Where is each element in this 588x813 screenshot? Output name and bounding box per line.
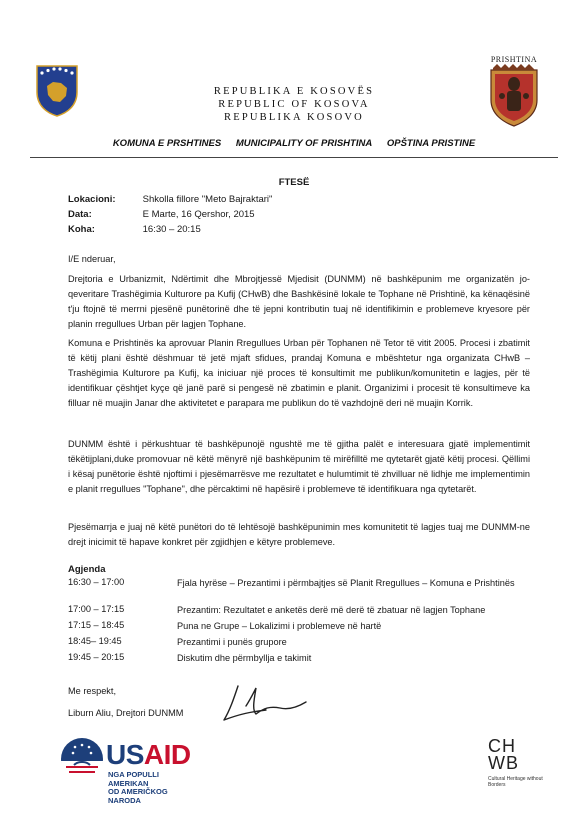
meta-date-key: Data: [68, 209, 92, 220]
usaid-logo [60, 737, 191, 805]
closing-line: Me respekt, [68, 686, 116, 696]
meta-date-value: E Marte, 16 Qershor, 2015 [142, 209, 255, 220]
agenda-item-4: Prezantimi i punës grupore [177, 637, 287, 647]
usaid-seal-icon [60, 737, 104, 781]
agenda-item-5: Diskutim dhe përmbyllja e takimit [177, 653, 312, 663]
meta-time [68, 224, 201, 235]
municipality-sq: KOMUNA E PRSHTINES [112, 138, 222, 149]
agenda-title: Agjenda [68, 564, 106, 575]
agenda-item-2: Prezantim: Rezultatet e anketës derë më derë të zbatuar në lagjen Tophane [177, 605, 486, 615]
agenda-time-5: 19:45 – 20:15 [68, 652, 125, 662]
agenda-time-4: 18:45– 19:45 [68, 636, 122, 646]
header-divider [30, 157, 558, 158]
municipality-en: MUNICIPALITY OF PRISHTINA [235, 138, 373, 149]
municipality-line [0, 138, 588, 149]
agenda-item-1: Fjala hyrëse – Prezantimi i përmbajtjes së Planit Rregullues – Komuna e Prishtinës [177, 578, 515, 588]
header-republic-en: REPUBLIC OF KOSOVA [218, 99, 370, 110]
chwb-subtitle: Cultural Heritage without Borders [488, 776, 543, 788]
paragraph-3: DUNMM është i përkushtuar të bashkëpunojë ngushtë me të gjitha palët e interesuara gjatë implementimit tëkëtijplani,duke promovuar në këtë mënyrë një bashkëpunim të mirëfilltë me qytetarët gjatë këtij procesi. Qëllimi i kësaj punëtorie është njoftimi i pjesëmarrësve me rezultatet e hulumtimit të zhvilluar në lidhje me implementimin e planit rregullues "Tophane", dhe përcaktimi në hapësirë i problemeve të identifikuara nga qytetarët. [68, 439, 530, 494]
agenda-time-2: 17:00 – 17:15 [68, 604, 125, 614]
chwb-logo [484, 738, 554, 798]
usaid-sub-line-1: NGA POPULLI AMERIKAN [108, 770, 159, 788]
agenda-time-1: 16:30 – 17:00 [68, 577, 125, 587]
meta-location-value: Shkolla fillore "Meto Bajraktari" [142, 194, 273, 205]
header-republic-sq: REPUBLIKA E KOSOVËS [213, 86, 375, 97]
chwb-wordmark: CH WB [488, 736, 519, 773]
signatory: Liburn Aliu, Drejtori DUNMM [68, 708, 184, 718]
meta-location [68, 194, 272, 205]
agenda-item-3: Puna ne Grupe – Lokalizimi i problemeve në hartë [177, 621, 382, 631]
handwritten-signature [210, 682, 310, 724]
municipality-sr: OPŠTINA PRISTINE [386, 138, 476, 149]
agenda-time-3: 17:15 – 18:45 [68, 620, 125, 630]
meta-date [68, 209, 255, 220]
meta-time-key: Koha: [68, 224, 95, 235]
paragraph-4: Pjesëmarrja e juaj në këtë punëtori do të lehtësojë bashkëpunimin mes komunitetit të lagjes tuaj me DUNMM-ne drejt inicimit të hapave konkret për zgjidhjen e këtyre problemeve. [68, 522, 530, 547]
paragraph-1: Drejtoria e Urbanizmit, Ndërtimit dhe Mbrojtjessë Mjedisit (DUNMM) në bashkëpunim me organizatën jo-qeveritare Trashëgimia Kulturore pa Kufij (CHwB) dhe Bashkësinë lokale te Tophane në Prishtinë, ka kënaqësinë t'ju ftojnë të merrni pjesënë punëtorinë dhe të jepni kontributin tuaj në identifikimin e problemeve kryesore për planin rregullues Urban për lagjen Tophane. [68, 274, 530, 329]
meta-location-key: Lokacioni: [68, 194, 116, 205]
prishtina-emblem-label: PRISHTINA [490, 55, 538, 64]
usaid-wordmark: USAID [106, 739, 191, 770]
meta-time-value: 16:30 – 20:15 [142, 224, 201, 235]
usaid-wordmark-red: AID [143, 739, 191, 770]
paragraph-2: Komuna e Prishtinës ka aprovuar Planin Rregullues Urban për Tophanen në Tetor të vitit 2005. Procesi i zbatimit të këtij plani është dëshmuar të jetë mjaft sfidues, prandaj Komuna e mbështetur nga organizata CHwB – Trashëgimia Kulturore pa Kufij, ka iniciuar një proces të konsultimit me publikun/komunitetin e lagjes, për të identifikuar çështjet kyçe që janë parë si pengesë në zbatimin e planit. Organizimi i procesit të konsultimeve ka filluar në muajin Janar dhe aktivitetet e parapara me publikun do të vazhdojnë deri në muajin Korrik. [68, 338, 530, 408]
greeting: I/E nderuar, [68, 254, 116, 264]
document-title: FTESË [278, 177, 310, 188]
header-republic-sr: REPUBLIKA KOSOVO [224, 112, 364, 123]
usaid-subtitle [108, 771, 190, 805]
usaid-sub-line-2: OD AMERIČKOG NARODA [108, 787, 168, 805]
